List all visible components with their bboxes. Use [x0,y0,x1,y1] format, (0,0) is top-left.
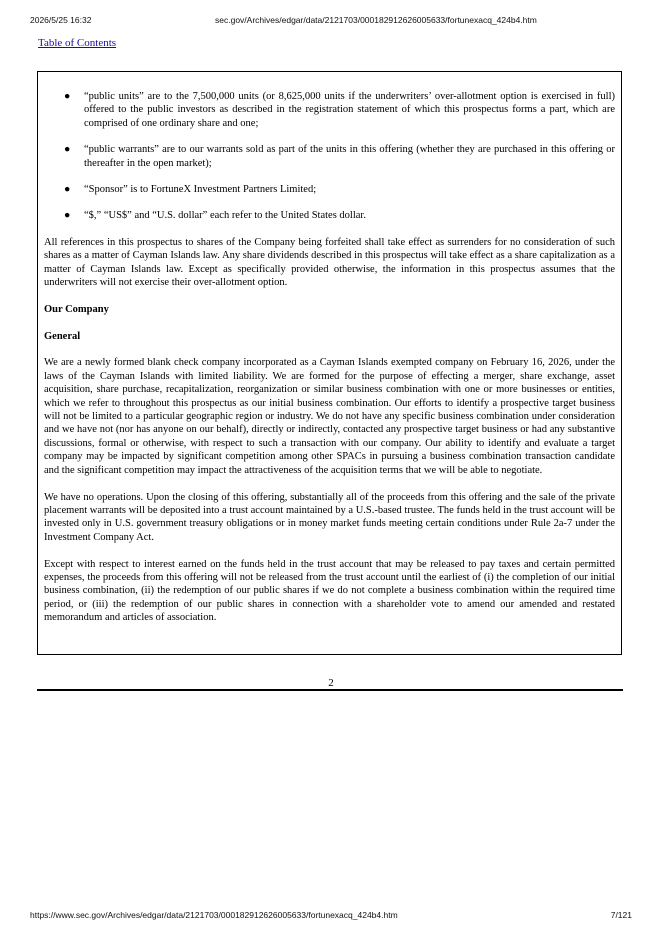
paragraph-general: We are a newly formed blank check company incorporated as a Cayman Islands exempted company on February 16, 2026, under the laws of the Cayman Islands with limited liability. We are formed for the purpose of effecting a merger, share exchange, asset acquisition, share purchase, recapitalization, reorganization or similar business combination with one or more businesses or entities, which we refer to throughout this prospectus as our initial business combination. Our efforts to identify a prospective target business will not be limited to a particular geographic region or industry. We do not have any specific business combination under consideration and we have not (nor has anyone on our behalf), directly or indirectly, contacted any prospective target business or had any substantive discussions, formal or otherwise, with respect to such a transaction with our company. Our ability to identify and evaluate a target company may be impacted by significant competition among other SPACs in pursuing a business combination transaction candidate and the significant competition may impact the attractiveness of the acquisition terms that we will be able to negotiate. [44,357,615,476]
paragraph-references: All references in this prospectus to shares of the Company being forfeited shall take effect as surrenders for no consideration of such shares as a matter of Cayman Islands law. Any share dividends described in this prospectus will take effect as a share capitalization as a matter of Cayman Islands law. Except as specifically provided otherwise, the information in this prospectus assumes that the underwriters will not exercise their over-allotment option. [44,236,615,289]
bullet-icon: ● [64,91,71,102]
list-item [44,183,615,196]
definition-public-units: “public units” are to the 7,500,000 units (or 8,625,000 units if the underwriters’ over-allotment option is exercised in full) offered to the public investors as described in the registration statement of which this prospectus forms a part, which are comprised of one ordinary share and one; [84,91,615,129]
bullet-icon: ● [64,184,71,196]
bullet-icon: ● [64,210,71,222]
paragraph-operations: We have no operations. Upon the closing of this offering, substantially all of the proceeds from this offering and the sale of the private placement warrants will be deposited into a trust account maintained by a U.S.-based trustee. The funds held in the trust account will be invested only in U.S. government treasury obligations or in money market funds meeting certain conditions under Rule 2a-7 under the Investment Company Act. [44,491,615,543]
definition-public-warrants: “public warrants” are to our warrants sold as part of the units in this offering (whether they are purchased in this offering or thereafter in the open market); [84,144,615,169]
print-datetime: 2026/5/25 16:32 [30,15,92,25]
heading-our-company: Our Company [44,303,109,315]
list-item [44,90,615,130]
page-number: 2 [328,677,334,689]
definitions-list [44,90,615,223]
bullet-icon: ● [64,144,71,156]
footer-url: https://www.sec.gov/Archives/edgar/data/2121703/000182912626005633/fortunexacq_424b4.htm [30,910,398,920]
print-url: sec.gov/Archives/edgar/data/2121703/000182912626005633/fortunexacq_424b4.htm [215,15,537,25]
definition-dollar: “$,” “US$” and “U.S. dollar” each refer to the United States dollar. [84,210,366,222]
list-item [44,209,615,222]
list-item [44,143,615,170]
footer-page-count: 7/121 [610,910,632,920]
table-of-contents-link[interactable]: Table of Contents [38,37,117,49]
paragraph-trust-account: Except with respect to interest earned on the funds held in the trust account that may be released to pay taxes and certain permitted expenses, the proceeds from this offering will not be released from the trust account until the earliest of (i) the completion of our initial business combination, (ii) the redemption of our public shares if we do not complete a business combination within the required time period, or (iii) the redemption of our public shares in connection with a shareholder vote to amend our amended and restated memorandum and articles of association. [44,558,615,624]
heading-general: General [44,330,81,342]
definition-sponsor: “Sponsor” is to FortuneX Investment Partners Limited; [84,184,317,196]
prospectus-content-box [37,71,622,655]
page-divider [37,689,623,691]
